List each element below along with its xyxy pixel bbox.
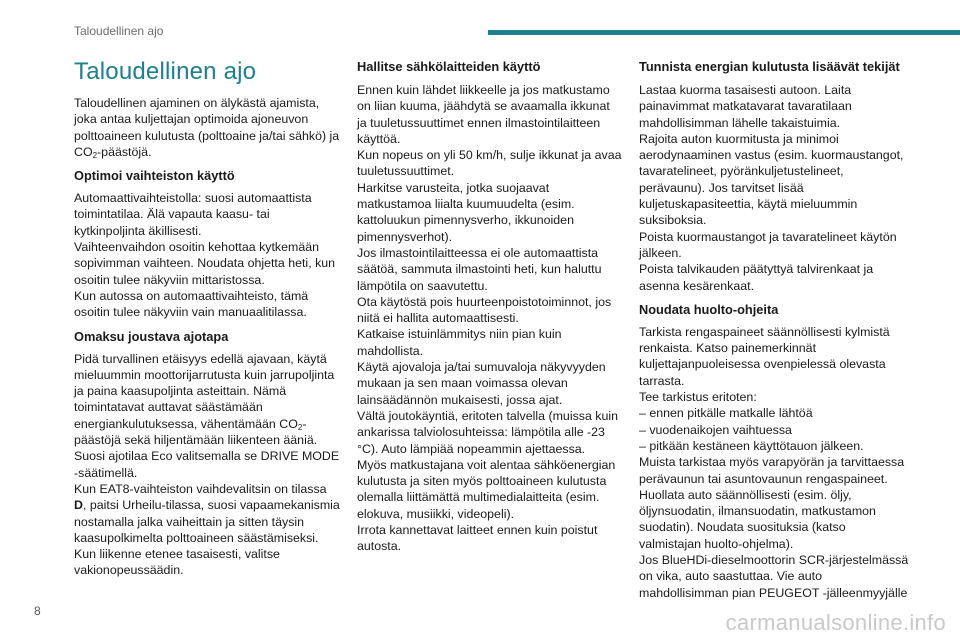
watermark: carmanualsonline.info: [725, 610, 946, 635]
column-1: [74, 58, 340, 579]
section-body-gearbox: Automaattivaihteistolla: suosi automaattista toimintatilaa. Älä vapauta kaasu- tai kytkinpoljinta äkillisesti. Vaihteenvaihdon osoitin kehottaa kytkemään sopivimman vaihteen. Noudata ohjetta heti, kun osoitin tulee näkyviin mittaristossa. Kun autossa on automaattivaihteisto, tämä osoitin tulee näkyviin vain manuaalitilassa.: [74, 191, 336, 320]
section-title-maintenance: Noudata huolto-ohjeita: [639, 301, 779, 317]
column-2: [357, 58, 622, 555]
section-title-electrical: Hallitse sähkölaitteiden käyttö: [357, 59, 541, 74]
section-body-smooth-driving: Pidä turvallinen etäisyys edellä ajavaan, käytä mieluummin moottorijarrutusta kuin jarrupoljinta ja paina kaasupoljinta asteittain. Nämä toimintatavat auttavat säästämään energiankulutuksessa, vähentämään $CO_2$-päästöjä sekä hiljentämään liikenteen ääniä. Suosi ajotilaa Eco valitsemalla se DRIVE MODE -säätimellä. Kun EAT8-vaihteiston vaihdevalitsin on tilassa D, paitsi Urheilu-tilassa, suosi vapaamekanismia nostamalla jalka vaiheittain ja sitten täysin kaasupolkimelta polttoaineen säästämiseksi. Kun liikenne etenee tasaisesti, valitse vakionopeussäädin.: [74, 351, 340, 578]
section-body-electrical: Ennen kuin lähdet liikkeelle ja jos matkustamo on liian kuuma, jäähdytä se avaamalla ikkunat ja tuuletussuuttimet ennen ilmastointilaitteen käyttöä. Kun nopeus on yli 50 km/h, sulje ikkunat ja avaa tuuletussuuttimet. Harkitse varusteita, jotka suojaavat matkustamoa liialta kuumuudelta (esim. kattoluukun pimennysverho, ikkunoiden pimennysverhot). Jos ilmastointilaitteessa ei ole automaattista säätöä, sammuta ilmastointi heti, kun haluttu lämpötila on saavutettu. Ota käytöstä pois huurteenpoistotoiminnot, jos niitä ei hallita automaattisesti. Katkaise istuinlämmitys niin pian kuin mahdollista. Käytä ajovaloja ja/tai sumuvaloja näkyvyyden mukaan ja sen maan voimassa olevan lainsäädännön mukaisesti, jossa ajat. Vältä joutokäyntiä, eritoten talvella (muissa kuin ankarissa talviolosuhteissa: lämpötila alle -23 °C). Auto lämpiää nopeammin ajettaessa. Myös matkustajana voit alentaa sähköenergian kulutusta ja siten myös polttoaineen kulutusta olemalla liittämättä multimedialaitteita (esim. elokuva, musiikki, videopeli). Irrota kannettavat laitteet ennen kuin poistut autosta.: [357, 83, 622, 554]
section-title-gearbox: Optimoi vaihteiston käyttö: [74, 168, 235, 184]
section-body-consumption-factors: Lastaa kuorma tasaisesti autoon. Laita painavimmat matkatavarat tavaratilaan mahdollisimman lähelle takaistuimia. Rajoita auton kuormitusta ja minimoi aerodynaaminen vastus (esim. kuormaustangot, tavaratelineet, pyöränkuljetustelineet, perävaunu). Jos tarvitset lisää kuljetuskapasiteettia, käytä mieluummin suksiboksia. Poista kuormaustangot ja tavaratelineet käytön jälkeen. Poista talvikauden päätyttyä talvirenkaat ja asenna kesärenkaat.: [639, 83, 904, 293]
column-3: [639, 58, 909, 601]
section-title-consumption-factors: Tunnista energian kulutusta lisäävät tekijät: [639, 59, 900, 74]
section-title-smooth-driving: Omaksu joustava ajotapa: [74, 328, 229, 344]
header-rule: [488, 30, 960, 35]
page-title: Taloudellinen ajo: [74, 58, 257, 85]
section-body-maintenance: Tarkista rengaspaineet säännöllisesti kylmistä renkaista. Katso painemerkinnät kuljettajanpuoleisessa ovenpielessä olevasta tarrasta. Tee tarkistus eritoten: – ennen pitkälle matkalle lähtöä – vuodenaikojen vaihtuessa – pitkään kestäneen käyttötauon jälkeen. Muista tarkistaa myös varapyörän ja tarvittaessa perävaunun tai asuntovaunun rengaspaineet. Huollata auto säännöllisesti (esim. öljy, öljynsuodatin, ilmansuodatin, matkustamon suodatin). Noudata suosituksia (katso valmistajan huolto-ohjelma). Jos BlueHDi-dieselmoottorin SCR-järjestelmässä on vika, auto saastuttaa. Vie auto mahdollisimman pian PEUGEOT -jälleenmyyjälle: [639, 324, 909, 600]
running-head: Taloudellinen ajo: [74, 24, 164, 38]
page-number: 8: [34, 604, 41, 618]
intro-paragraph: Taloudellinen ajaminen on älykästä ajamista, joka antaa kuljettajan optimoida ajoneuvon polttoaineen kulutusta (polttoaine ja/tai sähkö) ja $CO_2$-päästöjä.: [74, 96, 340, 160]
